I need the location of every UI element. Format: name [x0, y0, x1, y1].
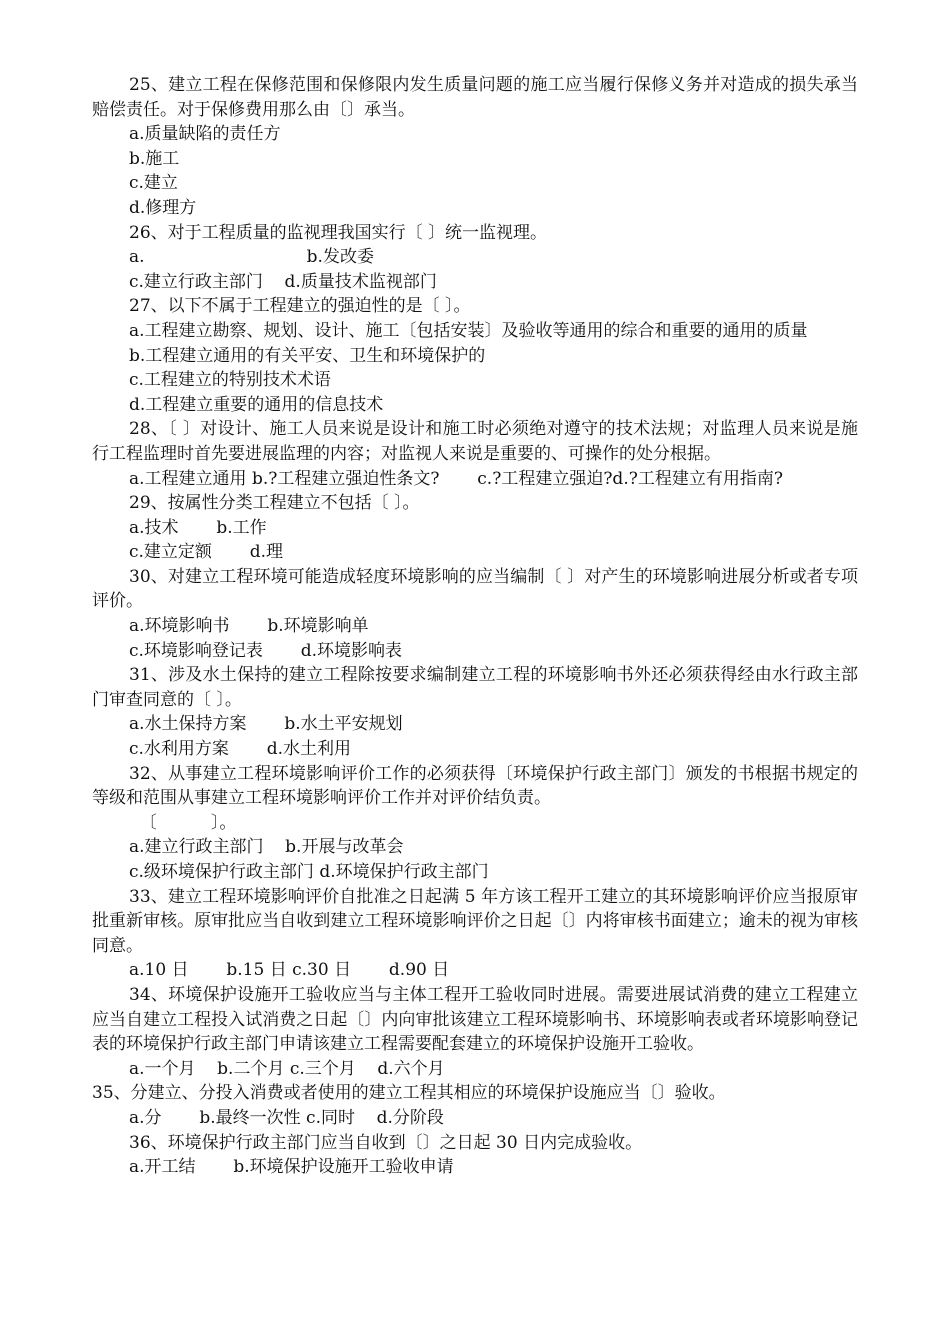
q25-option-d: d.修理方 — [129, 197, 197, 218]
q25-option-b: b.施工 — [129, 148, 180, 169]
q25-option-c: c.建立 — [129, 173, 178, 194]
q27-option-b: b.工程建立通用的有关平安、卫生和环境保护的 — [129, 345, 486, 366]
q28-options: a.工程建立通用 b.?工程建立强迫性条文? c.?工程建立强迫?d.?工程建立有用指南? — [129, 468, 783, 489]
q27-option-a: a.工程建立勘察、规划、设计、施工〔包括安装〕及验收等通用的综合和重要的通用的质量 — [129, 320, 808, 341]
q31-text: 31、涉及水土保持的建立工程除按要求编制建立工程的环境影响书外还必须获得经由水行政主部门审查同意的〔 〕。 — [92, 665, 858, 710]
q34-options: a.一个月 b.二个月 c.三个月 d.六个月 — [129, 1058, 445, 1079]
q25-text: 25、建立工程在保修范围和保修限内发生质量问题的施工应当履行保修义务并对造成的损失承当赔偿责任。对于保修费用那么由〔〕承当。 — [92, 75, 858, 120]
q31-options-cd: c.水利用方案 d.水土利用 — [129, 739, 352, 760]
q32-options-cd: c.级环境保护行政主部门 d.环境保护行政主部门 — [129, 862, 489, 882]
q33-options: a.10 日 b.15 日 c.30 日 d.90 日 — [129, 960, 450, 981]
q35-text: 35、分建立、分投入消费或者使用的建立工程其相应的环境保护设施应当〔〕验收。 — [92, 1083, 726, 1104]
q35-options: a.分 b.最终一次性 c.同时 d.分阶段 — [129, 1107, 444, 1128]
q29-text: 29、按属性分类工程建立不包括〔 〕。 — [129, 493, 420, 514]
q30-options-cd: c.环境影响登记表 d.环境影响表 — [129, 640, 403, 661]
q31-options-ab: a.水土保持方案 b.水土平安规划 — [129, 714, 403, 735]
q34-text: 34、环境保护设施开工验收应当与主体工程开工验收同时进展。需要进展试消费的建立工程建立应当自建立工程投入试消费之日起〔〕内向审批该建立工程环境影响书、环境影响表或者环境影响登记表的环境保护行政主部门申请该建立工程需要配套建立的环境保护设施开工验收。 — [92, 984, 858, 1055]
q27-option-d: d.工程建立重要的通用的信息技术 — [129, 394, 384, 415]
q25-option-a: a.质量缺陷的责任方 — [129, 124, 281, 145]
q36-text: 36、环境保护行政主部门应当自收到〔〕之日起 30 日内完成验收。 — [129, 1132, 643, 1153]
q28-text: 28、〔 〕对设计、施工人员来说是设计和施工时必须绝对遵守的技术法规；对监理人员来说是施行工程监理时首先要进展监理的内容；对监视人来说是重要的、可操作的处分根据。 — [92, 419, 858, 464]
q29-options-ab: a.技术 b.工作 — [129, 517, 267, 538]
q29-options-cd: c.建立定额 d.理 — [129, 542, 284, 563]
q30-options-ab: a.环境影响书 b.环境影响单 — [129, 616, 369, 637]
q33-text: 33、建立工程环境影响评价自批准之日起满 5 年方该工程开工建立的其环境影响评价应当报原审批重新审核。原审批应当自收到建立工程环境影响评价之日起〔〕内将审核书面建立；逾未的视为审核同意。 — [92, 886, 858, 956]
q27-text: 27、以下不属于工程建立的强迫性的是〔 〕。 — [129, 296, 471, 317]
q26-options-cd: c.建立行政主部门 d.质量技术监视部门 — [129, 271, 437, 292]
q26-options-ab: a. b.发改委 — [129, 247, 374, 268]
q32-blank: 〔 〕。 — [129, 812, 237, 833]
q36-options: a.开工结 b.环境保护设施开工验收申请 — [129, 1157, 454, 1178]
q32-options-ab: a.建立行政主部门 b.开展与改革会 — [129, 837, 404, 858]
q27-option-c: c.工程建立的特别技术术语 — [129, 370, 331, 391]
q30-text: 30、对建立工程环境可能造成轻度环境影响的应当编制〔 〕对产生的环境影响进展分析或者专项评价。 — [92, 566, 858, 612]
q26-text: 26、对于工程质量的监视理我国实行〔 〕统一监视理。 — [129, 222, 548, 243]
q32-text: 32、从事建立工程环境影响评价工作的必须获得〔环境保护行政主部门〕颁发的书根据书规定的等级和范围从事建立工程环境影响评价工作并对评价结负责。 — [92, 763, 858, 809]
